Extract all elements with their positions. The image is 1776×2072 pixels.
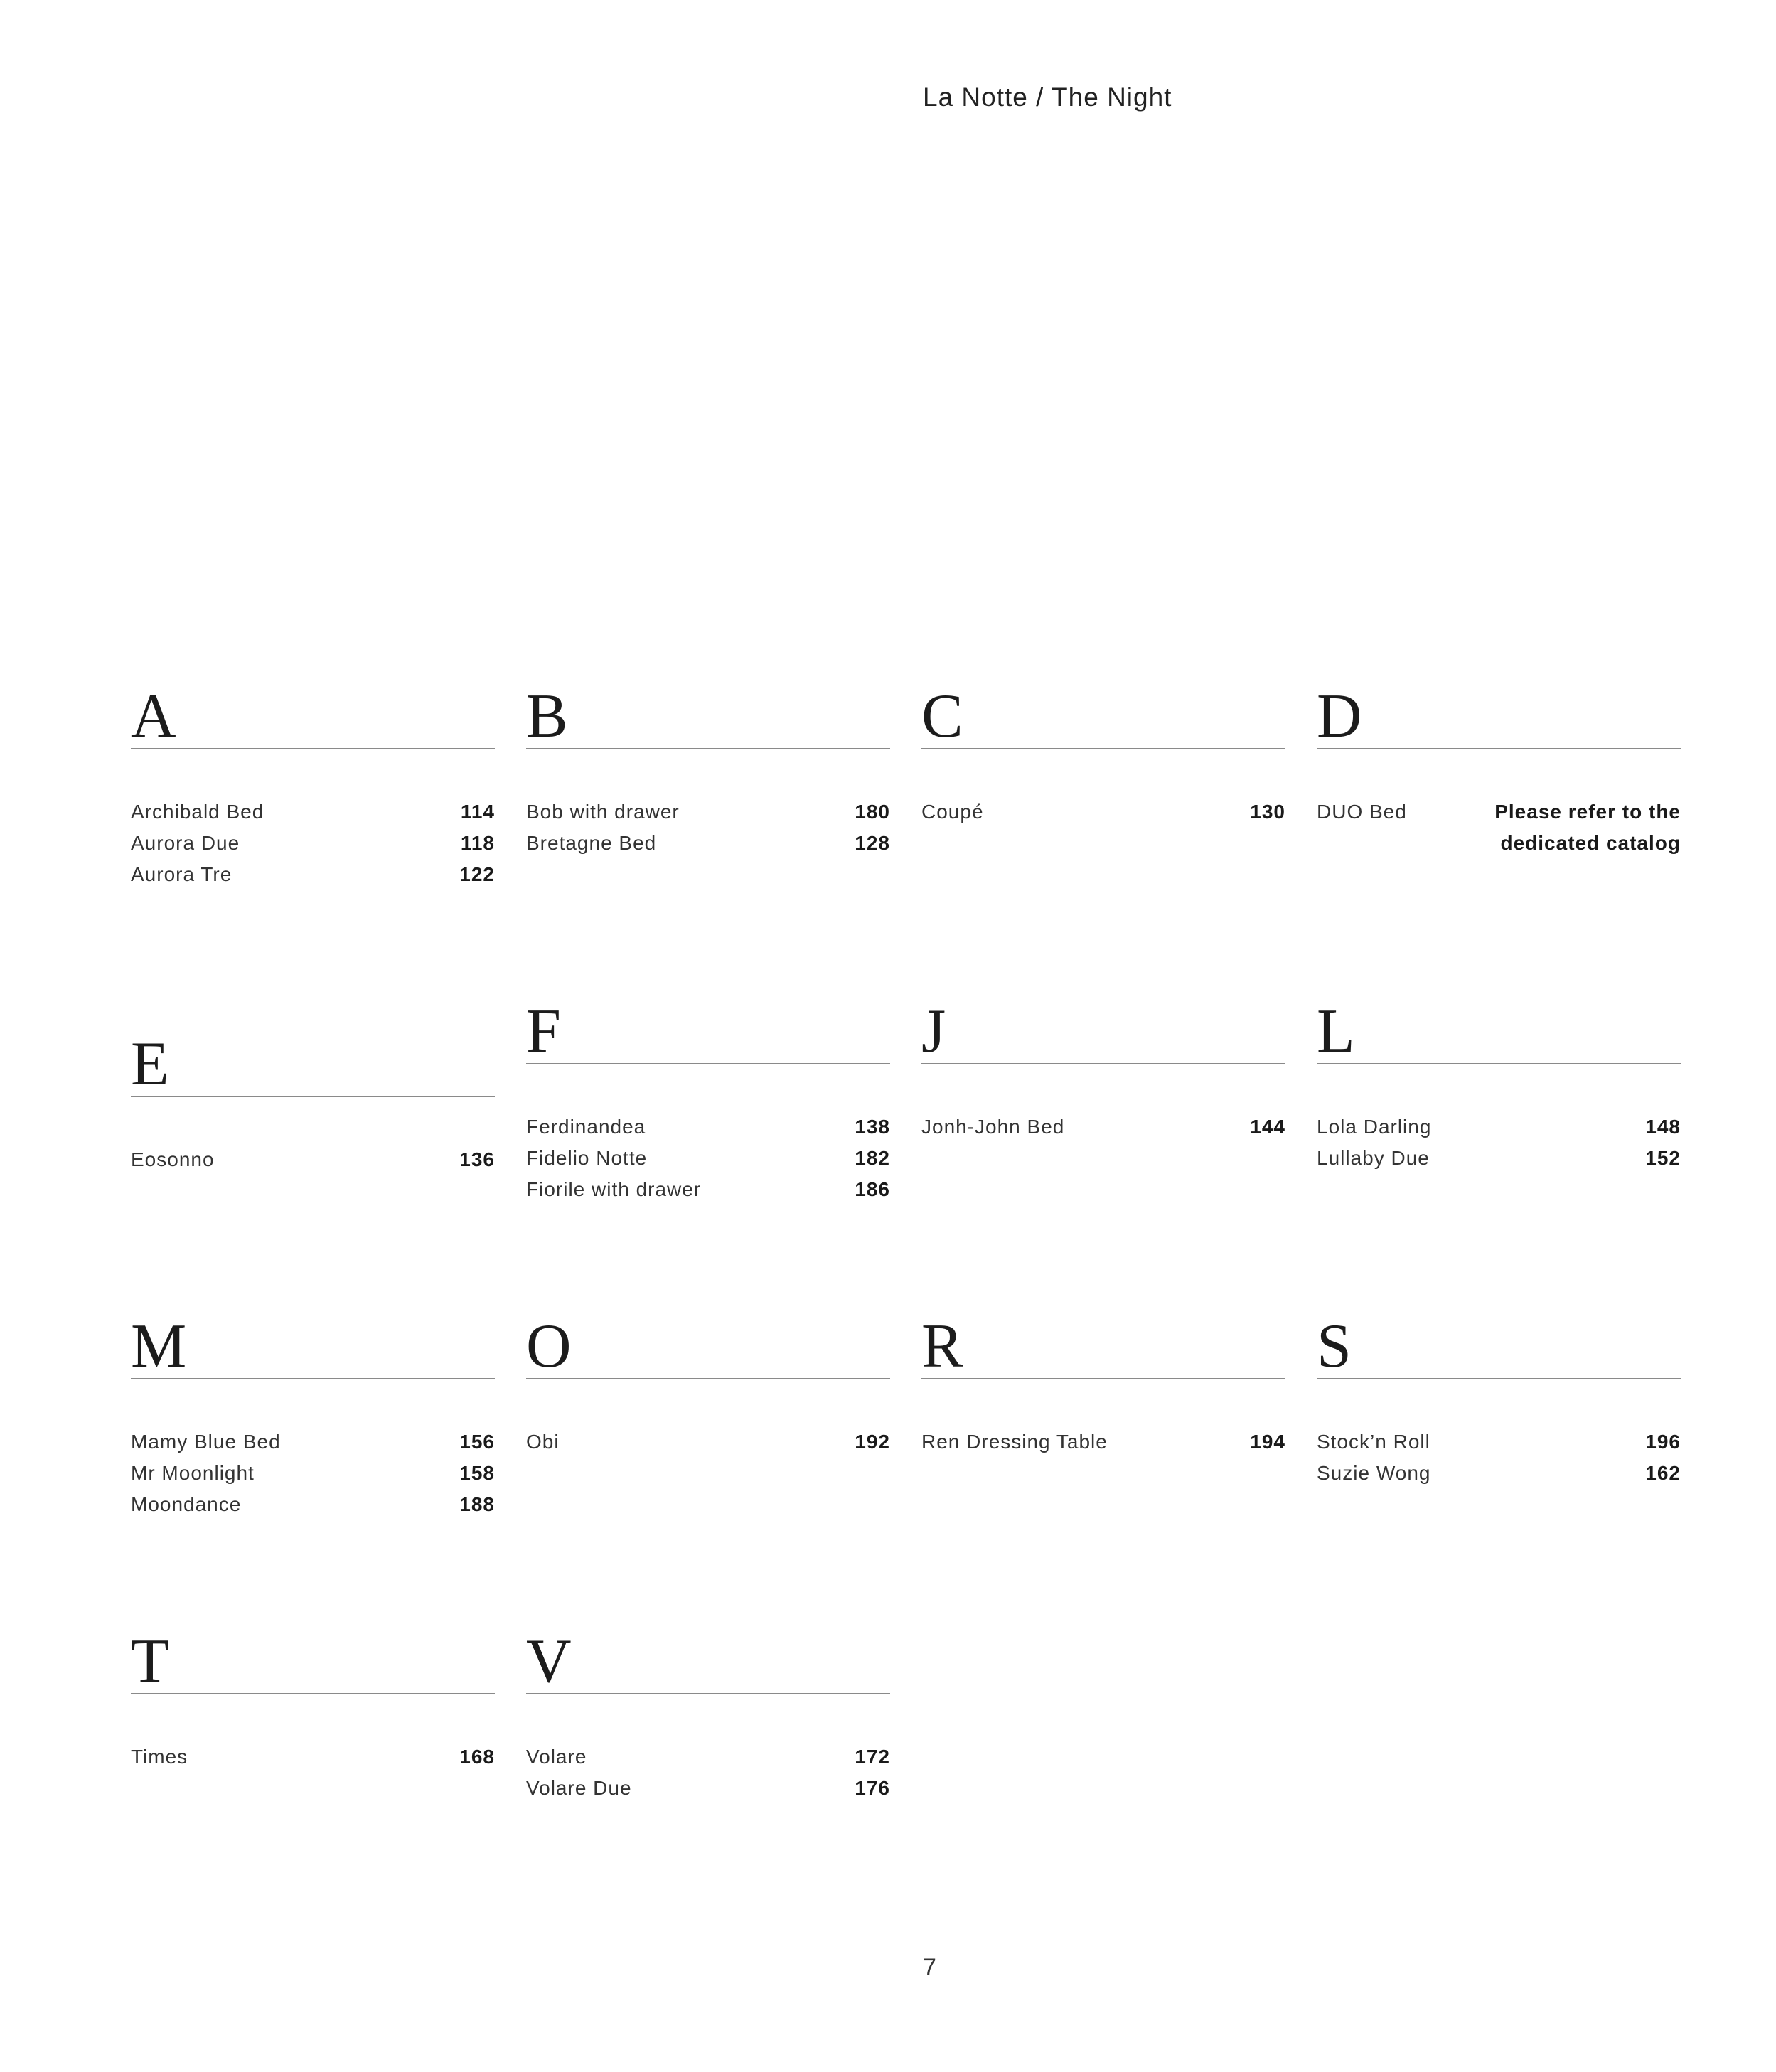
entry-list xyxy=(526,1111,890,1205)
section-divider xyxy=(921,1063,1285,1064)
entry-name: Suzie Wong xyxy=(1317,1462,1431,1484)
entry-page: 118 xyxy=(460,832,495,854)
list-item[interactable] xyxy=(1317,1143,1681,1174)
list-item[interactable] xyxy=(921,796,1285,828)
list-item[interactable] xyxy=(131,1426,495,1458)
list-item[interactable] xyxy=(921,1111,1285,1143)
index-section-l xyxy=(1317,987,1681,1222)
entry-list xyxy=(526,1426,890,1458)
list-item[interactable] xyxy=(1317,796,1681,854)
entry-page: 186 xyxy=(855,1178,890,1200)
entry-list xyxy=(1317,1426,1681,1489)
entry-name: Stock’n Roll xyxy=(1317,1431,1430,1453)
entry-page: 158 xyxy=(459,1462,495,1484)
entry-list xyxy=(131,1426,495,1520)
entry-name: Ren Dressing Table xyxy=(921,1431,1108,1453)
entry-name: Fidelio Notte xyxy=(526,1147,648,1169)
section-divider xyxy=(131,1378,495,1379)
section-letter: S xyxy=(1317,1312,1352,1381)
section-divider xyxy=(526,1693,890,1694)
list-item[interactable] xyxy=(526,1741,890,1773)
entry-list xyxy=(921,796,1285,828)
entry-name: Aurora Tre xyxy=(131,863,232,885)
index-section-a xyxy=(131,672,495,907)
entry-name: Jonh-John Bed xyxy=(921,1116,1065,1138)
section-divider xyxy=(921,1378,1285,1379)
section-divider xyxy=(131,1693,495,1694)
entry-page: 122 xyxy=(459,863,495,885)
entry-name: Eosonno xyxy=(131,1148,215,1170)
entry-page: 148 xyxy=(1645,1116,1681,1138)
entry-page: 196 xyxy=(1645,1431,1681,1453)
entry-page: 138 xyxy=(855,1116,890,1138)
entry-page: 130 xyxy=(1250,801,1285,823)
list-item[interactable] xyxy=(131,1144,495,1175)
index-section-d xyxy=(1317,672,1681,907)
index-section-j xyxy=(921,987,1285,1222)
entry-page: 128 xyxy=(855,832,890,854)
list-item[interactable] xyxy=(526,828,890,859)
index-section-v xyxy=(526,1617,890,1852)
page-title: La Notte / The Night xyxy=(923,82,1172,112)
entry-name: Moondance xyxy=(131,1493,242,1515)
section-divider xyxy=(526,1063,890,1064)
entry-name: Ferdinandea xyxy=(526,1116,646,1138)
list-item[interactable] xyxy=(131,1741,495,1773)
entry-name: Aurora Due xyxy=(131,832,240,854)
section-letter: D xyxy=(1317,682,1362,751)
entry-list xyxy=(921,1111,1285,1143)
section-divider xyxy=(921,748,1285,749)
list-item[interactable] xyxy=(131,1489,495,1520)
list-item[interactable] xyxy=(1317,1426,1681,1458)
entry-name: Mr Moonlight xyxy=(131,1462,255,1484)
index-section-s xyxy=(1317,1302,1681,1537)
entry-name: Volare Due xyxy=(526,1777,632,1799)
list-item[interactable] xyxy=(131,859,495,890)
entry-list xyxy=(921,1426,1285,1458)
list-item[interactable] xyxy=(131,1458,495,1489)
entry-page: 162 xyxy=(1645,1462,1681,1484)
list-item[interactable] xyxy=(526,1143,890,1174)
list-item[interactable] xyxy=(921,1426,1285,1458)
section-divider xyxy=(1317,1378,1681,1379)
index-section-c xyxy=(921,672,1285,907)
entry-page: 114 xyxy=(460,801,495,823)
entry-list xyxy=(131,1741,495,1773)
list-item[interactable] xyxy=(526,796,890,828)
entry-page-note: Please refer to the dedicated catalog xyxy=(1494,801,1681,854)
section-letter: C xyxy=(921,682,963,751)
list-item[interactable] xyxy=(131,796,495,828)
section-letter: F xyxy=(526,997,561,1066)
entry-page: 182 xyxy=(855,1147,890,1169)
index-section-e xyxy=(131,1020,495,1254)
section-divider xyxy=(1317,1063,1681,1064)
list-item[interactable] xyxy=(526,1174,890,1205)
entry-list xyxy=(1317,796,1681,854)
list-item[interactable] xyxy=(526,1426,890,1458)
entry-name: DUO Bed xyxy=(1317,801,1407,823)
entry-list xyxy=(131,1144,495,1175)
entry-name: Obi xyxy=(526,1431,560,1453)
entry-list xyxy=(526,796,890,859)
index-section-b xyxy=(526,672,890,907)
section-letter: T xyxy=(131,1627,169,1696)
entry-list xyxy=(131,796,495,890)
entry-name: Bob with drawer xyxy=(526,801,680,823)
section-letter: R xyxy=(921,1312,963,1381)
entry-name: Coupé xyxy=(921,801,984,823)
entry-list xyxy=(1317,1111,1681,1174)
section-letter: E xyxy=(131,1030,169,1099)
section-divider xyxy=(526,748,890,749)
list-item[interactable] xyxy=(526,1773,890,1804)
entry-name: Lullaby Due xyxy=(1317,1147,1430,1169)
entry-page: 192 xyxy=(855,1431,890,1453)
entry-name: Archibald Bed xyxy=(131,801,264,823)
entry-page: 176 xyxy=(855,1777,890,1799)
entry-list xyxy=(526,1741,890,1804)
section-letter: A xyxy=(131,682,176,751)
list-item[interactable] xyxy=(131,828,495,859)
entry-name: Fiorile with drawer xyxy=(526,1178,702,1200)
entry-page: 152 xyxy=(1645,1147,1681,1169)
section-divider xyxy=(131,748,495,749)
entry-name: Mamy Blue Bed xyxy=(131,1431,281,1453)
entry-page: 136 xyxy=(459,1148,495,1170)
index-section-f xyxy=(526,987,890,1222)
entry-page: 172 xyxy=(855,1746,890,1768)
entry-page: 156 xyxy=(459,1431,495,1453)
section-letter: V xyxy=(526,1627,572,1696)
section-divider xyxy=(131,1096,495,1097)
section-letter: L xyxy=(1317,997,1355,1066)
entry-page: 188 xyxy=(459,1493,495,1515)
index-section-o xyxy=(526,1302,890,1537)
entry-name: Times xyxy=(131,1746,188,1768)
index-section-r xyxy=(921,1302,1285,1537)
list-item[interactable] xyxy=(526,1111,890,1143)
entry-page: 168 xyxy=(459,1746,495,1768)
section-letter: J xyxy=(921,997,946,1066)
section-divider xyxy=(1317,748,1681,749)
entry-name: Bretagne Bed xyxy=(526,832,657,854)
index-section-t xyxy=(131,1617,495,1852)
list-item[interactable] xyxy=(1317,1111,1681,1143)
entry-name: Volare xyxy=(526,1746,587,1768)
index-section-m xyxy=(131,1302,495,1537)
entry-page: 144 xyxy=(1250,1116,1285,1138)
section-letter: M xyxy=(131,1312,187,1381)
entry-name: Lola Darling xyxy=(1317,1116,1432,1138)
section-divider xyxy=(526,1378,890,1379)
list-item[interactable] xyxy=(1317,1458,1681,1489)
section-letter: O xyxy=(526,1312,572,1381)
entry-page: 180 xyxy=(855,801,890,823)
page-number: 7 xyxy=(923,1954,936,1981)
section-letter: B xyxy=(526,682,568,751)
entry-page: 194 xyxy=(1250,1431,1285,1453)
